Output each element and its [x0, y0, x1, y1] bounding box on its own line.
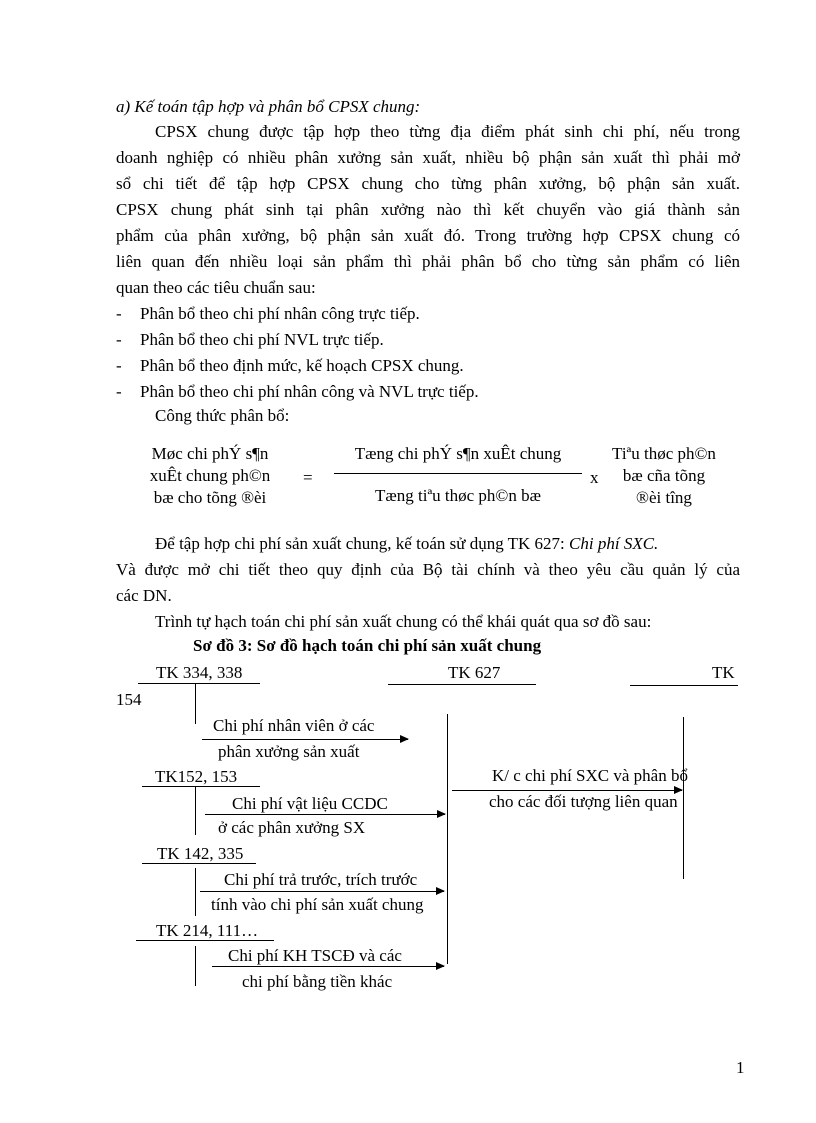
t-account-line: [447, 714, 448, 964]
entry-label: tính vào chi phí sản xuất chung: [211, 895, 424, 914]
formula-denominator: Tæng tiªu thøc ph©n bæ: [375, 486, 541, 505]
account-tk142: TK 142, 335: [157, 844, 244, 863]
formula-numerator: Tæng chi phÝ s¶n xuÊt chung: [354, 444, 562, 463]
entry-label: chi phí bằng tiền khác: [242, 972, 393, 991]
entry-label: phân xưởng sản xuất: [218, 742, 360, 761]
list-item: Phân bổ theo định mức, kế hoạch CPSX chung.: [140, 356, 464, 375]
para2-line: [155, 534, 658, 554]
account-underline: [630, 685, 738, 686]
account-underline: [136, 940, 274, 941]
para1-line: phẩm của phân xưởng, bộ phận sản xuất đó. Trong trường hợp CPSX chung có: [116, 226, 740, 245]
bullet-mark: -: [116, 356, 122, 375]
entry-label: Chi phí KH TSCĐ và các: [228, 946, 402, 965]
account-tk334: TK 334, 338: [156, 663, 243, 682]
account-underline: [138, 683, 260, 684]
list-item: Phân bổ theo chi phí NVL trực tiếp.: [140, 330, 384, 349]
para1-line: quan theo các tiêu chuẩn sau:: [116, 278, 316, 297]
para1-line: CPSX chung phát sinh tại phân xưởng nào thì kết chuyển vào giá thành sản: [116, 200, 740, 219]
flow-arrow: [200, 891, 444, 892]
account-underline: [142, 863, 256, 864]
bullet-mark: -: [116, 304, 122, 323]
fraction-bar: [334, 473, 582, 474]
page-number: 1: [736, 1058, 745, 1077]
entry-label: Chi phí vật liệu CCDC: [232, 794, 388, 813]
entry-label: ở các phân xưởng SX: [218, 818, 366, 837]
para2-line: Trình tự hạch toán chi phí sản xuất chung có thể khái quát qua sơ đồ sau:: [155, 612, 652, 631]
t-account-line: [683, 717, 684, 879]
flow-arrow: [202, 739, 408, 740]
formula-right-line: Tiªu thøc ph©n: [612, 444, 716, 463]
account-tk154-number: 154: [116, 690, 142, 709]
flow-arrow: [452, 790, 682, 791]
formula-times: x: [590, 468, 599, 487]
entry-label: Chi phí nhân viên ở các: [213, 716, 375, 735]
para2-line: các DN.: [116, 586, 172, 605]
account-tk152: TK152, 153: [155, 767, 238, 786]
bullet-mark: -: [116, 330, 122, 349]
entry-label: Chi phí trả trước, trích trước: [224, 870, 418, 889]
para1-line: liên quan đến nhiều loại sản phẩm thì phải phân bổ cho từng sản phẩm có liên: [116, 252, 740, 271]
list-item: Phân bổ theo chi phí nhân công và NVL trực tiếp.: [140, 382, 479, 401]
section-heading: a) Kế toán tập hợp và phân bổ CPSX chung:: [116, 97, 421, 116]
account-tk627: TK 627: [448, 663, 501, 682]
account-underline: [388, 684, 536, 685]
account-name-italic: Chi phí SXC.: [569, 534, 659, 553]
t-account-line: [195, 684, 196, 724]
formula-left-line: Møc chi phÝ s¶n: [151, 444, 269, 463]
para2-line: Và được mở chi tiết theo quy định của Bộ tài chính và theo yêu cầu quản lý của: [116, 560, 740, 579]
list-item: Phân bổ theo chi phí nhân công trực tiếp.: [140, 304, 420, 323]
formula-left-line: bæ cho tõng ®èi: [153, 488, 267, 507]
formula-intro: Công thức phân bổ:: [155, 406, 290, 425]
formula-right-line: bæ cña tõng: [622, 466, 706, 485]
account-tk214: TK 214, 111…: [156, 921, 259, 940]
para2-text: Để tập hợp chi phí sản xuất chung, kế toán sử dụng TK 627:: [155, 534, 570, 553]
entry-label: cho các đối tượng liên quan: [489, 792, 678, 811]
flow-arrow: [205, 814, 445, 815]
account-underline: [142, 786, 260, 787]
entry-label: K/ c chi phí SXC và phân bổ: [492, 766, 688, 785]
formula-right-line: ®èi tîng: [636, 488, 692, 507]
bullet-mark: -: [116, 382, 122, 401]
t-account-line: [195, 787, 196, 835]
para1-line: doanh nghiệp có nhiều phân xưởng sản xuất, nhiều bộ phận sản xuất thì phải mở: [116, 148, 740, 167]
para1-line: CPSX chung được tập hợp theo từng địa điểm phát sinh chi phí, nếu trong: [155, 122, 740, 141]
flow-arrow: [212, 966, 444, 967]
t-account-line: [195, 946, 196, 986]
diagram-title: Sơ đồ 3: Sơ đồ hạch toán chi phí sản xuất chung: [193, 636, 542, 655]
formula-left-line: xuÊt chung ph©n: [149, 466, 271, 485]
para1-line: sổ chi tiết để tập hợp CPSX chung cho từng phân xưởng, bộ phận sản xuất.: [116, 174, 740, 193]
account-tk154: TK: [712, 663, 735, 682]
t-account-line: [195, 868, 196, 916]
formula-equals: =: [303, 468, 313, 487]
